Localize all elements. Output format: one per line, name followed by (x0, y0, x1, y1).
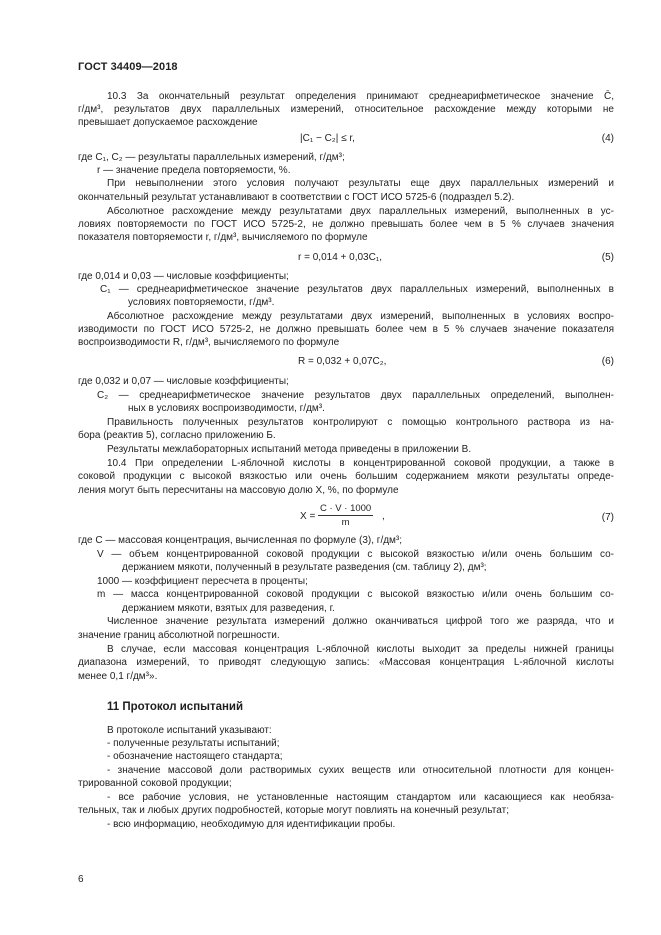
text-line: m — масса концентрированной соковой продукции с высокой вязкостью и/или очень большим со- (97, 589, 614, 600)
text-line: бора (реактив 5), согласно приложению Б. (78, 430, 276, 441)
text-line: C₁ — среднеарифметическое значение результатов двух параллельных измерений, выполненных в (100, 284, 614, 295)
formula-7-tail: , (382, 511, 385, 522)
list-item: - всю информацию, необходимую для идентификации пробы. (107, 819, 396, 830)
text-line: ления могут быть пересчитаны на массовую долю X, %, по формуле (78, 485, 399, 496)
text-line: г/дм³, результатов двух параллельных измерений, относительное расхождение между которыми не (78, 104, 614, 115)
formula-number: (6) (601, 356, 614, 367)
list-item: - все рабочие условия, не установленные настоящим стандартом или касающиеся как необяза- (107, 792, 614, 803)
text-line: воспроизводимости R, г/дм³, вычисляемого по формуле (78, 337, 340, 348)
fraction-denominator: m (341, 517, 350, 528)
text-line: держанием мякоти, взятых для разведения, г. (122, 603, 335, 614)
text-line: 10.4 При определении L-яблочной кислоты в концентрированной соковой продукции, а также в (107, 458, 614, 469)
list-item: - значение массовой доли растворимых сухих веществ или относительной плотности для концен- (107, 765, 614, 776)
text-line: Абсолютное расхождение между результатами двух параллельных измерений, выполненных в ус- (107, 206, 614, 217)
text-line: 1000 — коэффициент пересчета в проценты; (97, 576, 308, 587)
text-line: В случае, если массовая концентрация L-яблочной кислоты выходит за пределы нижней границы (107, 644, 614, 655)
text-line: окончательный результат устанавливают в соответствии с ГОСТ ИСО 5725-6 (подраздел 5.2). (78, 192, 515, 203)
text-line: C₂ — среднеарифметическое значение результатов двух параллельных определений, выполнен- (97, 390, 614, 401)
text-line: менее 0,1 г/дм³». (78, 671, 158, 682)
text-line: В протоколе испытаний указывают: (107, 725, 272, 736)
text-line: диапазона измерений, то приводят следующую запись: «Массовая концентрация L-яблочной кислоты (78, 657, 614, 668)
text-line: 10.3 За окончательный результат определения принимают среднеарифметическое значение C̄, (107, 91, 614, 102)
list-item: - обозначение настоящего стандарта; (107, 751, 283, 762)
text-line: где 0,014 и 0,03 — числовые коэффициенты; (78, 271, 289, 282)
text-line: Численное значение результата измерений должно оканчиваться цифрой того же разряда, что и (107, 616, 614, 627)
text-line: где C — массовая концентрация, вычисленная по формуле (3), г/дм³; (78, 535, 403, 546)
text-line: где 0,032 и 0,07 — числовые коэффициенты; (78, 376, 289, 387)
formula-7-fraction (318, 503, 373, 528)
formula-6: R = 0,032 + 0,07C₂, (298, 356, 387, 367)
formula-number: (4) (601, 133, 614, 144)
text-line: Абсолютное расхождение между результатами двух измерений, выполненных в условиях воспро- (107, 311, 614, 322)
formula-number: (5) (601, 252, 614, 263)
formula-5: r = 0,014 + 0,03C₁, (298, 252, 382, 263)
text-line: значение границ абсолютной погрешности. (78, 630, 280, 641)
text-line: тельных, так и любых других подробностей, которые могут повлиять на конечный результат; (78, 805, 509, 816)
text-line: V — объем концентрированной соковой продукции с высокой вязкостью и/или очень большим со- (97, 549, 614, 560)
text-line: трированной соковой продукции; (78, 778, 232, 789)
text-line: Правильность полученных результатов контролируют с помощью контрольного раствора из на- (107, 417, 614, 428)
text-line: превышает допускаемое расхождение (78, 117, 258, 128)
text-line: ловиях повторяемости по ГОСТ ИСО 5725-2, не должно превышать более чем в 5 % случаев значения (78, 219, 614, 230)
text-line: r — значение предела повторяемости, %. (97, 165, 291, 176)
text-line: изводимости по ГОСТ ИСО 5725-2, не должно превышать более чем в 5 % случаев значение показателя (78, 324, 614, 335)
list-item: - полученные результаты испытаний; (107, 738, 280, 749)
text-line: условиях повторяемости, г/дм³. (128, 297, 275, 308)
fraction-numerator: C · V · 1000 (320, 503, 372, 514)
text-line: Результаты межлабораторных испытаний метода приведены в приложении В. (107, 444, 472, 455)
document-header: ГОСТ 34409—2018 (78, 61, 178, 73)
section-title: 11 Протокол испытаний (107, 701, 244, 713)
text-line: При невыполнении этого условия получают результаты еще двух параллельных измерений и (107, 178, 614, 189)
formula-number: (7) (601, 512, 614, 523)
text-line: ных в условиях воспроизводимости, г/дм³. (128, 403, 325, 414)
formula-4: |C₁ − C₂| ≤ r, (300, 133, 355, 144)
text-line: соковой продукции с высокой вязкостью или очень большим содержанием мякоти результаты опреде- (78, 471, 614, 482)
text-line: держанием мякоти, полученный в результате разведения (см. таблицу 2), дм³; (122, 562, 487, 573)
text-line: показателя повторяемости r, г/дм³, вычисляемого по формуле (78, 232, 368, 243)
formula-7-lhs: X = (300, 511, 316, 522)
text-line: где C₁, C₂ — результаты параллельных измерений, г/дм³; (78, 152, 345, 163)
page-number: 6 (78, 874, 84, 885)
